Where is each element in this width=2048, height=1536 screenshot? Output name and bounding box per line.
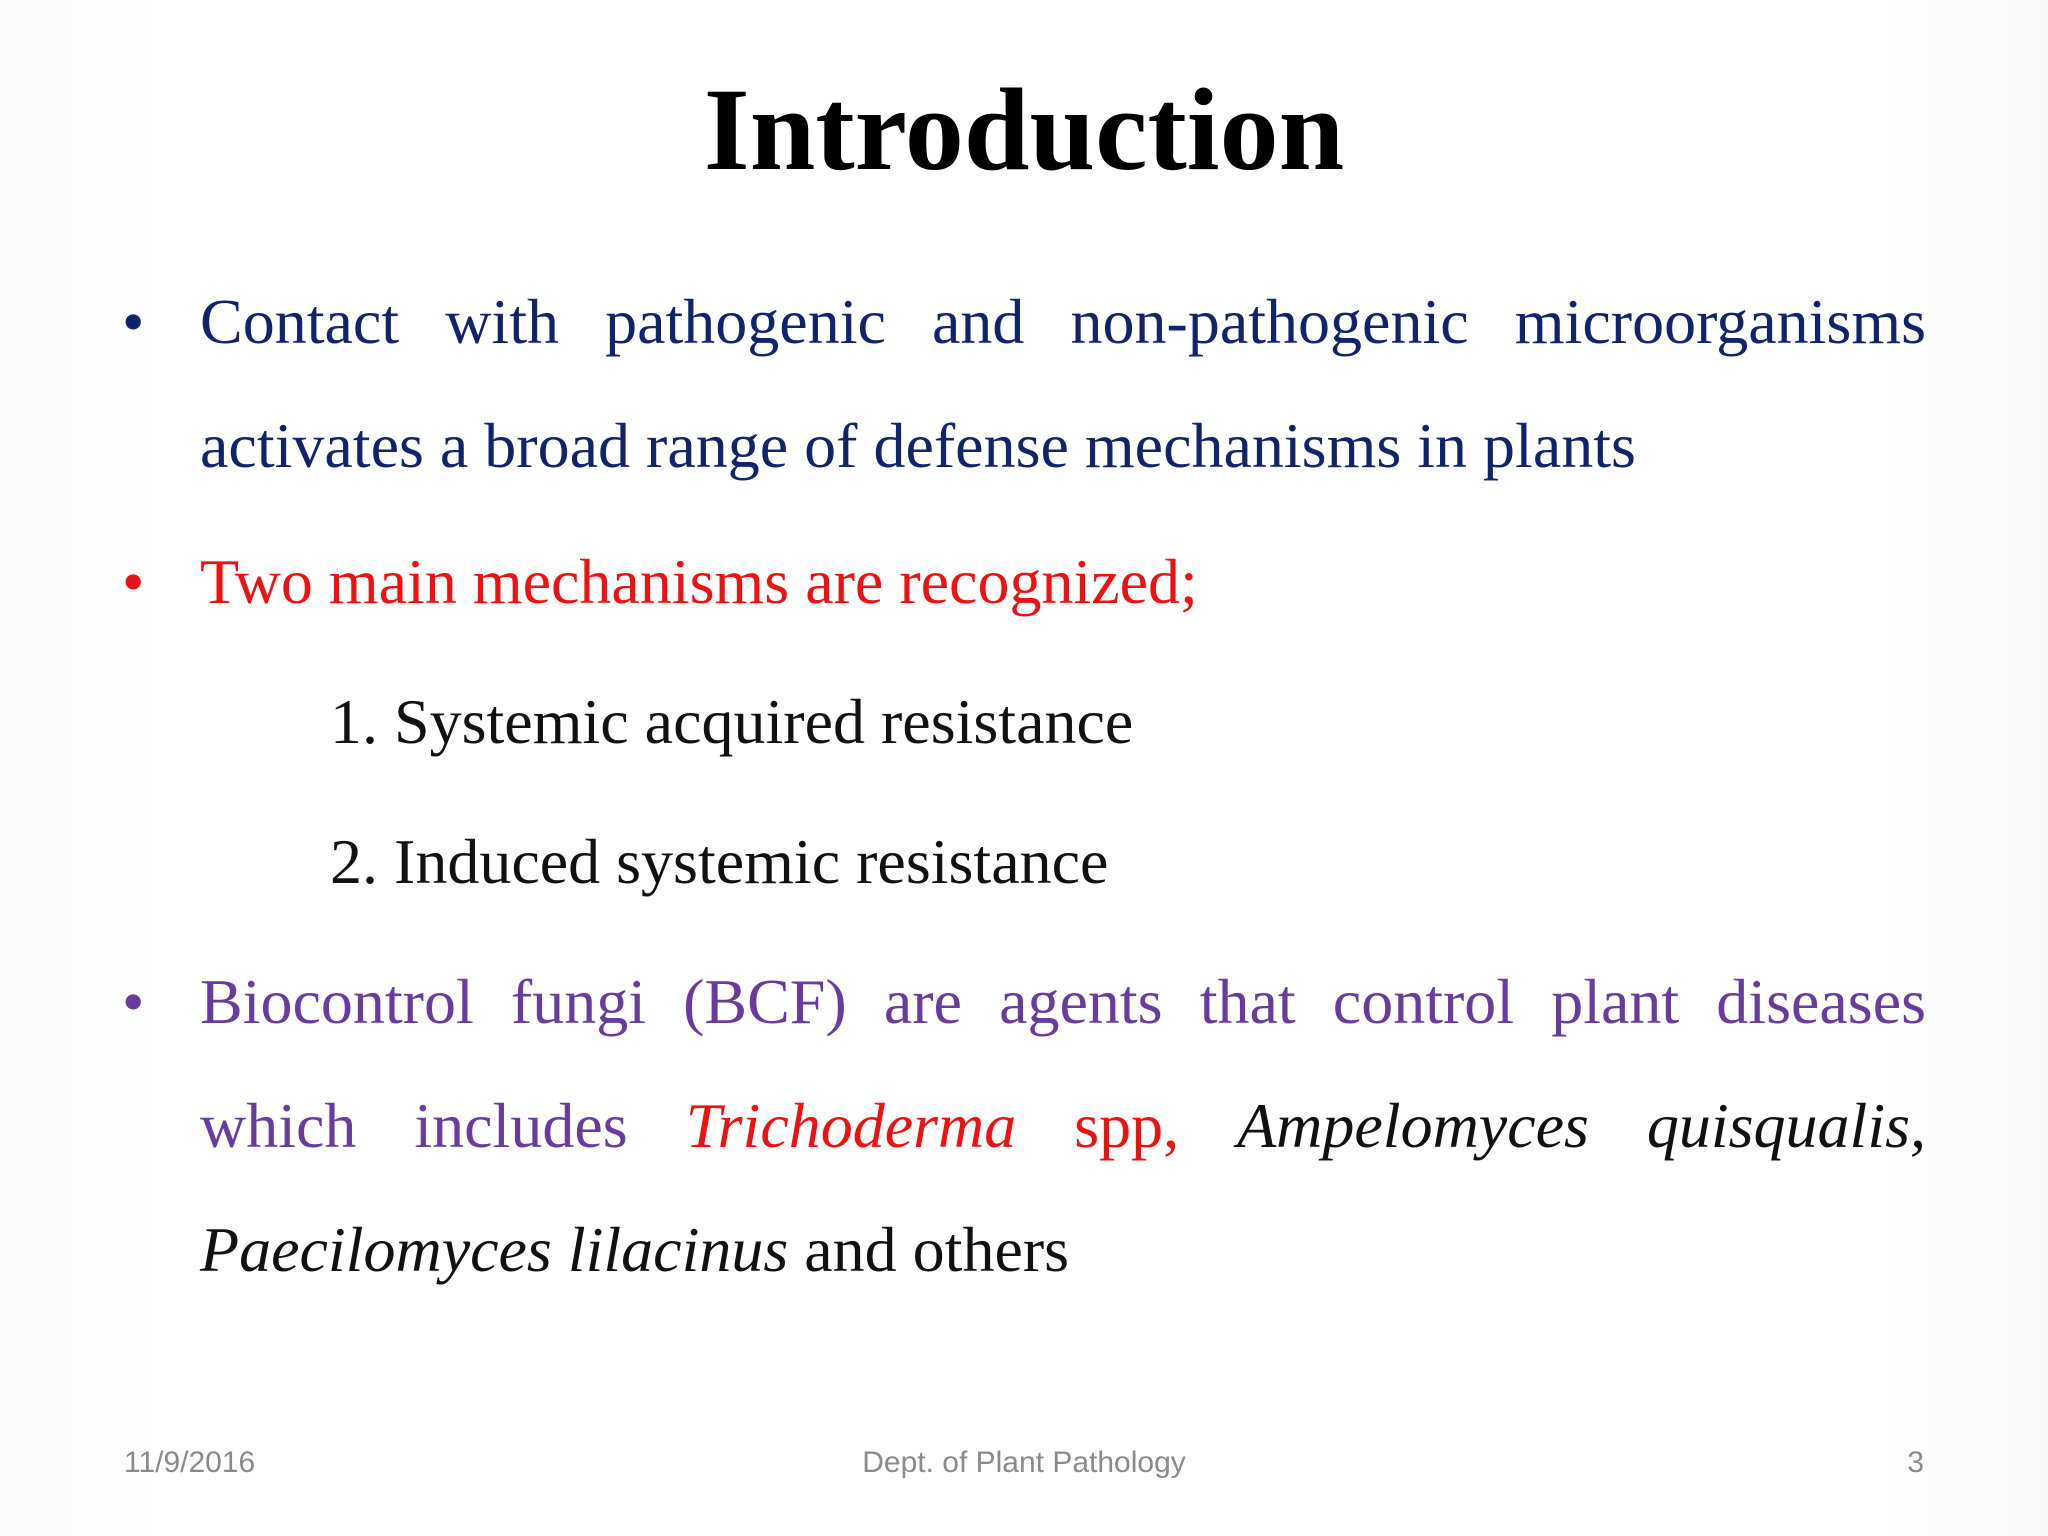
bullet-text <box>200 940 1926 1312</box>
sub-item-isr: 2. Induced systemic resistance <box>330 826 1109 897</box>
bullet-text: Contact with pathogenic and non-pathogenic microorganisms activates a broad range of defense mechanisms in plants <box>200 286 1926 481</box>
species-ampelomyces: Ampelomyces quisqualis, <box>1237 1090 1927 1161</box>
bcf-tail-text: and others <box>788 1214 1070 1285</box>
footer-date: 11/9/2016 <box>124 1446 256 1479</box>
species-trichoderma: Trichoderma <box>685 1090 1017 1161</box>
footer-department: Dept. of Plant Pathology <box>862 1446 1186 1479</box>
bullet-dot: • <box>122 966 145 1037</box>
bullet-text: Two main mechanisms are recognized; <box>200 546 1198 617</box>
species-spp: spp, <box>1016 1090 1180 1161</box>
sub-item-sar: 1. Systemic acquired resistance <box>330 686 1134 757</box>
species-paecilomyces: Paecilomyces lilacinus <box>200 1214 789 1285</box>
bcf-intro-text: Biocontrol fungi (BCF) are agents that control plant diseases which includes <box>200 966 1926 1161</box>
slide-title: Introduction <box>703 64 1345 195</box>
footer-page-number: 3 <box>1907 1446 1924 1479</box>
bullet-dot: • <box>122 546 145 617</box>
bullet-dot: • <box>122 286 145 357</box>
